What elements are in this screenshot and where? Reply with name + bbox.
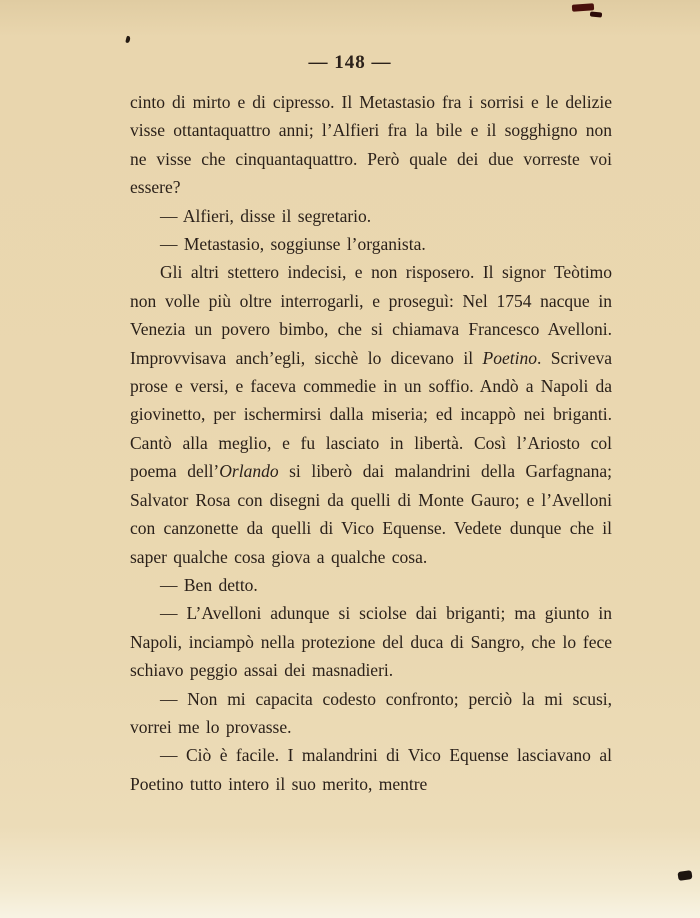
text-segment: Orlando xyxy=(219,461,279,482)
text-segment: Gli altri stettero indecisi, e non risposero. Il signor Teòtimo non volle più oltre interrogarli, e proseguì: Nel 1754 nacque in Venezia un povero bimbo, che si chiamava Francesco Avelloni. Improvvisava anch’egli, sicchè lo dicevano il xyxy=(130,262,612,368)
paragraph xyxy=(130,88,612,202)
paragraph xyxy=(130,685,612,742)
text-segment: — Metastasio, soggiunse l’organista. xyxy=(160,234,426,255)
text-segment: — Ciò è facile. I malandrini di Vico Equense lasciavano al Poetino tutto intero il suo merito, mentre xyxy=(130,745,612,794)
text-segment: Poetino xyxy=(482,347,537,368)
paragraph xyxy=(130,230,612,258)
page-number: — 148 — xyxy=(308,52,392,73)
text-segment: . Scriveva prose e versi, e faceva commedie in un soffio. Andò a Napoli da giovinetto, per ischermirsi dalla miseria; ed incappò nei briganti. Cantò alla meglio, e fu lasciato in libertà. Così l’Ariosto col poema dell’ xyxy=(130,347,612,482)
paragraph xyxy=(130,741,612,798)
paragraph xyxy=(130,571,612,599)
text-segment: — Ben detto. xyxy=(160,574,258,595)
scan-ink-mark xyxy=(677,870,692,881)
text-segment: cinto di mirto e di cipresso. Il Metastasio fra i sorrisi e le delizie visse ottantaquattro anni; l’Alfieri fra la bile e il sogghigno non ne visse che cinquantaquattro. Però quale dei due vorreste voi essere? xyxy=(130,92,612,198)
text-segment: — Non mi capacita codesto confronto; perciò la mi scusi, vorrei me lo provasse. xyxy=(130,688,612,737)
text-segment: — Alfieri, disse il segretario. xyxy=(160,205,372,226)
text-segment: — L’Avelloni adunque si sciolse dai briganti; ma giunto in Napoli, inciampò nella protezione del duca di Sangro, che lo fece schiavo peggio assai dei masnadieri. xyxy=(130,603,612,681)
paragraph xyxy=(130,599,612,684)
paragraph xyxy=(130,258,612,570)
text-segment: si liberò dai malandrini della Garfagnana; Salvator Rosa con disegni da quelli di Monte Gauro; e l’Avelloni con canzonette da quelli di Vico Equense. Vedete dunque che il saper qualche cosa giova a qualche cosa. xyxy=(130,461,612,567)
text-block xyxy=(130,88,612,798)
paragraph xyxy=(130,202,612,230)
